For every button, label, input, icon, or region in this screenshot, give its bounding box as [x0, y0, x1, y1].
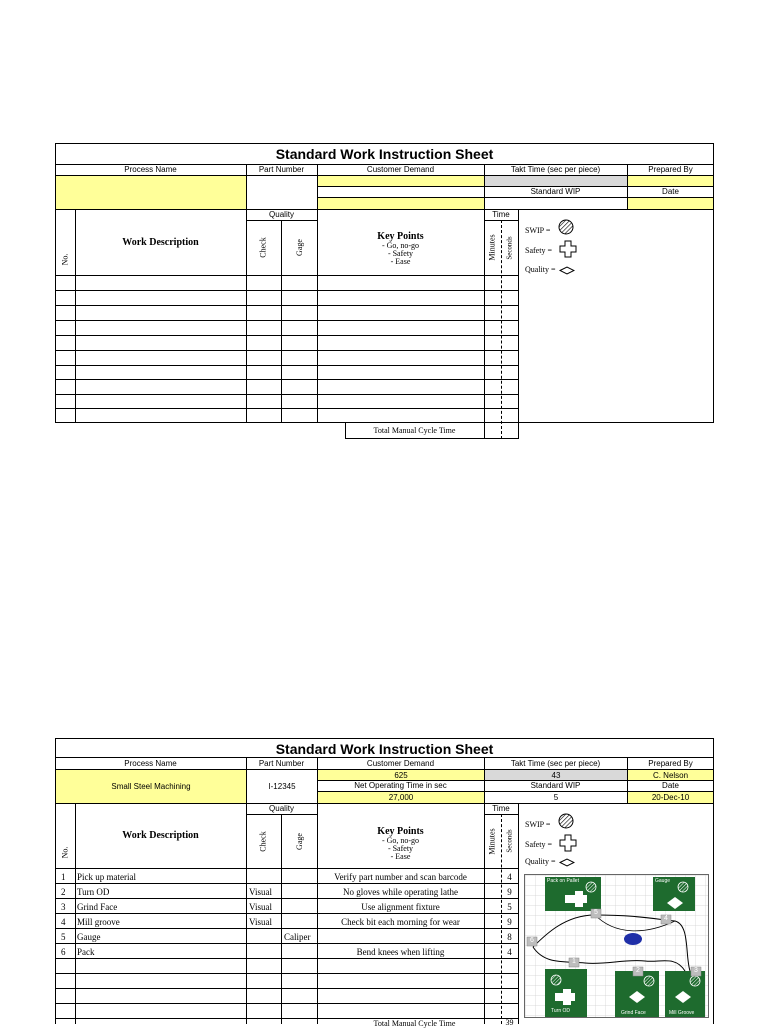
step-description: Turn OD	[77, 887, 110, 897]
safety-cross-icon	[559, 240, 577, 258]
step-key-point: Check bit each morning for wear	[341, 917, 460, 927]
total-cycle-time-label: Total Manual Cycle Time	[373, 426, 456, 435]
safety-legend-label: Safety =	[525, 840, 552, 849]
step-marker: 6	[530, 937, 534, 944]
work-description-label: Work Description	[122, 830, 199, 841]
step-marker: 3	[694, 967, 698, 974]
gage-label: Gage	[294, 832, 304, 850]
step-number: 3	[61, 902, 66, 912]
takt-time-value: 43	[485, 770, 627, 780]
takt-time-field	[485, 176, 627, 186]
date-field[interactable]	[628, 198, 713, 209]
layout-grid-drawing	[525, 875, 709, 1018]
part-number-label: Part Number	[258, 165, 305, 174]
key-points-label: Key Points	[377, 231, 424, 242]
step-seconds: 4	[507, 872, 512, 882]
quality-label: Quality	[269, 804, 294, 813]
operator-marker	[624, 933, 642, 945]
part-number-field[interactable]	[247, 176, 317, 209]
standard-wip-field[interactable]	[485, 198, 627, 209]
step-marker: 2	[636, 967, 640, 974]
no-label: No.	[60, 253, 70, 265]
sheet-title: Standard Work Instruction Sheet	[275, 146, 494, 162]
grind-face-station-label: Grind Face	[621, 1010, 646, 1016]
safety-cross-icon	[559, 834, 577, 852]
date-label: Date	[662, 187, 679, 196]
swip-legend-label: SWIP =	[525, 226, 551, 235]
takt-time-label: Takt Time (sec per piece)	[510, 758, 601, 768]
turn-od-station-label: Turn OD	[551, 1008, 570, 1014]
step-number: 5	[61, 932, 66, 942]
standard-wip-label: Standard WIP	[530, 781, 581, 790]
customer-demand-label: Customer Demand	[366, 165, 435, 174]
check-label: Check	[259, 237, 268, 258]
quality-legend-label: Quality =	[525, 857, 556, 866]
step-key-point: Use alignment fixture	[361, 902, 440, 912]
takt-time-label: Takt Time (sec per piece)	[510, 165, 601, 174]
time-label: Time	[492, 804, 510, 813]
step-description: Grind Face	[77, 902, 118, 912]
process-name-value[interactable]: Small Steel Machining	[56, 770, 246, 803]
key-points-sub-2: - Safety	[387, 844, 414, 853]
step-marker: 4	[664, 915, 668, 922]
net-operating-time-field[interactable]	[318, 198, 484, 209]
date-label: Date	[662, 781, 679, 790]
swip-legend-label: SWIP =	[525, 820, 551, 829]
customer-demand-value[interactable]: 625	[318, 770, 484, 780]
step-gage: Caliper	[284, 932, 311, 942]
step-description: Gauge	[77, 932, 101, 942]
step-description: Pack	[77, 947, 95, 957]
key-points-sub-3: - Ease	[390, 852, 411, 861]
step-seconds: 9	[507, 917, 512, 927]
sheet-title: Standard Work Instruction Sheet	[275, 741, 494, 757]
seconds-label: Seconds	[505, 829, 514, 853]
blank-instruction-sheet	[55, 143, 714, 439]
gauge-station-label: Gauge	[655, 878, 671, 884]
key-points-sub-1: - Go, no-go	[381, 241, 420, 250]
key-points-sub-2: - Safety	[387, 249, 414, 258]
key-points-sub-3: - Ease	[390, 257, 411, 266]
workstation-layout-diagram	[524, 874, 709, 1018]
step-check: Visual	[249, 902, 272, 912]
step-seconds: 5	[507, 902, 512, 912]
key-points-label: Key Points	[377, 826, 424, 837]
key-points-header	[317, 231, 484, 266]
swip-symbol-icon	[558, 219, 574, 235]
step-number: 2	[61, 887, 66, 897]
check-label: Check	[259, 830, 268, 852]
step-key-point: No gloves while operating lathe	[343, 887, 458, 897]
minutes-label: Minutes	[488, 234, 498, 261]
step-key-point: Verify part number and scan barcode	[334, 872, 467, 882]
step-description: Mill groove	[77, 917, 120, 927]
step-number: 1	[61, 872, 66, 882]
key-points-sub-1: - Go, no-go	[381, 836, 420, 845]
prepared-by-field[interactable]	[628, 176, 713, 186]
no-label: No.	[60, 846, 70, 858]
pack-station-label: Pack on Pallet	[547, 878, 579, 884]
gage-label: Gage	[294, 239, 304, 256]
customer-demand-label: Customer Demand	[366, 758, 435, 768]
net-operating-time-label: Net Operating Time in sec	[354, 781, 447, 790]
standard-wip-value[interactable]: 5	[553, 793, 559, 802]
prepared-by-label: Prepared By	[648, 165, 693, 174]
step-check: Visual	[249, 917, 272, 927]
process-name-label: Process Name	[124, 165, 177, 174]
work-description-label: Work Description	[122, 236, 199, 248]
step-marker: 1	[572, 958, 576, 965]
filled-instruction-sheet	[55, 738, 714, 1028]
step-key-point: Bend knees when lifting	[356, 947, 445, 957]
step-seconds: 9	[507, 887, 512, 897]
mill-groove-station-label: Mill Groove	[669, 1010, 695, 1016]
quality-label: Quality	[269, 210, 294, 219]
part-number-label: Part Number	[258, 758, 305, 768]
minutes-label: Minutes	[488, 827, 498, 855]
step-description: Pick up material	[77, 872, 136, 882]
swip-symbol-icon	[558, 813, 574, 829]
step-check: Visual	[249, 887, 272, 897]
net-operating-time-label	[317, 186, 484, 197]
process-name-field[interactable]	[56, 176, 246, 209]
quality-diamond-icon	[559, 858, 575, 867]
net-operating-time-value[interactable]: 27,000	[318, 792, 484, 803]
step-seconds: 8	[507, 932, 512, 942]
key-points-header	[317, 826, 484, 861]
prepared-by-label: Prepared By	[648, 758, 693, 768]
time-label: Time	[492, 210, 510, 219]
date-value[interactable]: 20-Dec-10	[628, 792, 713, 803]
safety-legend-label: Safety =	[525, 246, 552, 255]
process-name-label: Process Name	[124, 758, 177, 768]
quality-diamond-icon	[559, 266, 575, 275]
step-marker: 5	[594, 909, 598, 916]
part-number-value[interactable]: I-12345	[268, 782, 296, 791]
seconds-label: Seconds	[505, 235, 514, 260]
customer-demand-field[interactable]	[318, 176, 484, 186]
step-number: 4	[61, 917, 66, 927]
standard-wip-label: Standard WIP	[530, 187, 581, 196]
quality-legend-label: Quality =	[525, 265, 556, 274]
total-cycle-time-label: Total Manual Cycle Time	[373, 1019, 456, 1028]
prepared-by-value[interactable]: C. Nelson	[628, 770, 713, 780]
step-seconds: 4	[507, 947, 512, 957]
total-seconds-value: 39	[505, 1018, 514, 1027]
step-number: 6	[61, 947, 66, 957]
